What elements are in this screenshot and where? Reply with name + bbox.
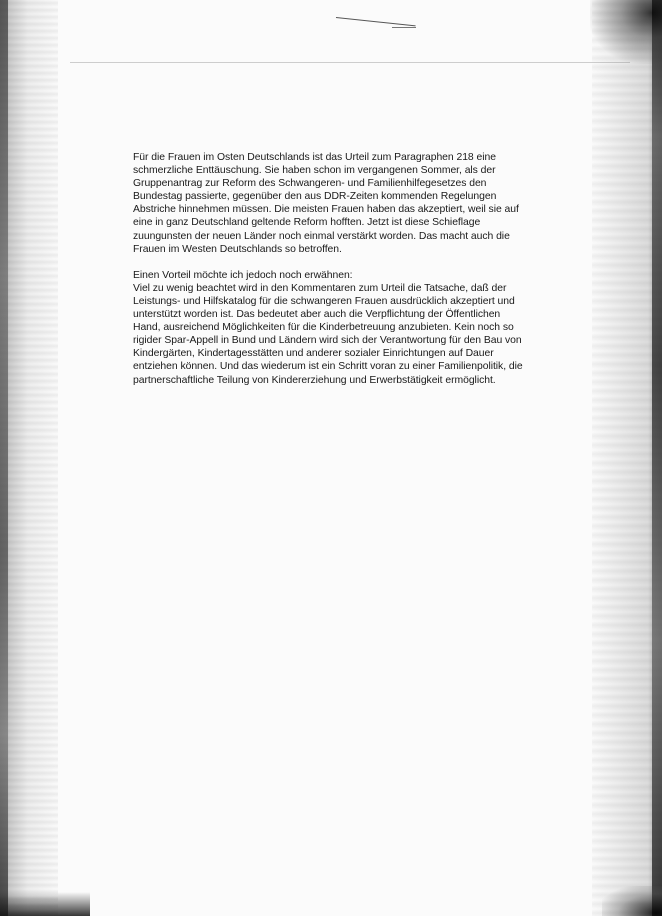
text-line: Frauen im Westen Deutschlands so betroffen. <box>133 243 342 255</box>
text-line: Leistungs- und Hilfskatalog für die schwangeren Frauen ausdrücklich akzeptiert und <box>133 295 515 307</box>
paper-top-edge <box>70 62 630 63</box>
pen-stroke-mark-small <box>392 27 416 28</box>
text-line: Gruppenantrag zur Reform des Schwangeren- und Familienhilfegesetzes den <box>133 178 487 190</box>
text-line: partnerschaftliche Teilung von Kindererziehung und Erwerbstätigkeit ermöglicht. <box>133 374 496 386</box>
text-line: rigider Spar-Appell in Bund und Ländern wird sich der Verantwortung für den Bau von <box>133 335 522 347</box>
paragraph-2 <box>133 269 561 387</box>
text-line: unterstützt worden ist. Das bedeutet aber auch die Verpflichtung der Öffentlichen <box>133 309 501 321</box>
text-line: Hand, ausreichend Möglichkeiten für die Kinderbetreuung anzubieten. Kein noch so <box>133 322 514 334</box>
scan-edge-right-shadow <box>652 0 662 916</box>
text-line: schmerzliche Enttäuschung. Sie haben schon im vergangenen Sommer, als der <box>133 165 496 177</box>
scan-corner-bottom-left <box>0 892 90 916</box>
text-line: Bundestag passierte, gegenüber den aus DDR-Zeiten kommenden Regelungen <box>133 191 497 203</box>
paragraph-spacer <box>133 256 561 269</box>
text-line: Für die Frauen im Osten Deutschlands ist das Urteil zum Paragraphen 218 eine <box>133 152 496 163</box>
text-line: Abstriche hinnehmen müssen. Die meisten Frauen haben das akzeptiert, weil sie auf <box>133 204 519 216</box>
paragraph-1 <box>133 151 561 256</box>
text-line: zuungunsten der neuen Länder noch einmal verstärkt worden. Das macht auch die <box>133 230 510 242</box>
scan-edge-left <box>0 0 58 916</box>
scan-corner-bottom-right <box>602 886 662 916</box>
scan-corner-top-right <box>590 0 662 64</box>
pen-stroke-mark <box>336 17 416 26</box>
text-line: entziehen können. Und das wiederum ist ein Schritt voran zu einer Familienpolitik, die <box>133 361 523 373</box>
text-line: Kindergärten, Kindertagesstätten und anderer sozialer Einrichtungen auf Dauer <box>133 348 494 360</box>
text-line: eine in ganz Deutschland geltende Reform hofften. Jetzt ist diese Schieflage <box>133 217 481 229</box>
letter-body <box>133 151 561 387</box>
text-line: Einen Vorteil möchte ich jedoch noch erwähnen: <box>133 269 353 281</box>
text-line: Viel zu wenig beachtet wird in den Kommentaren zum Urteil die Tatsache, daß der <box>133 282 507 294</box>
scan-edge-left-shadow <box>0 0 8 916</box>
